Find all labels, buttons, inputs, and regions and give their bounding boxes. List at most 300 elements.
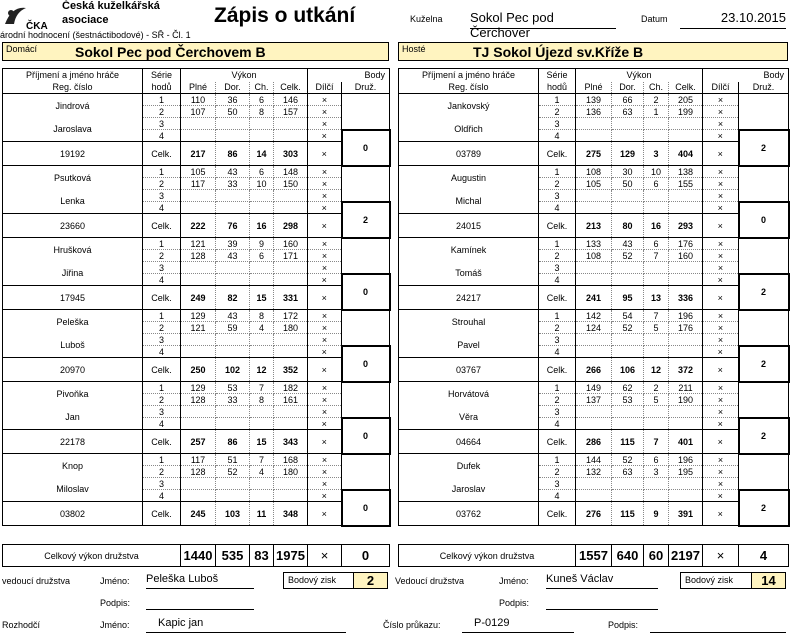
name-col-header: Příjmení a jméno hráče [3,69,143,82]
total-dor: 103 [216,502,250,526]
team-points-spacer [342,454,390,490]
series-celk [669,478,703,490]
name-col-header: Příjmení a jméno hráče [399,69,539,82]
total-dilci-cross: × [308,358,342,382]
total-dor: 76 [216,214,250,238]
series-celk: 148 [274,166,308,178]
team-points-spacer [739,94,789,130]
series-dilci-cross: × [703,346,739,358]
series-ch [250,346,274,358]
series-celk [669,406,703,418]
series-plne [576,418,612,430]
series-plne: 142 [576,310,612,322]
series-dilci-cross: × [308,310,342,322]
total-celk: 336 [669,286,703,310]
referee-podpis-label: Podpis: [608,620,639,630]
total-plne: 257 [181,430,216,454]
dor-col-header: Dor. [216,82,250,94]
series-celk: 180 [274,322,308,334]
series-ch [250,190,274,202]
series-dor: 52 [216,466,250,478]
player-firstname: Pavel [399,334,539,358]
series-ch [644,334,669,346]
series-celk: 138 [669,166,703,178]
series-number: 3 [143,190,181,202]
home-label: Domácí [6,44,38,54]
series-dor: 52 [612,250,644,262]
series-plne [576,190,612,202]
player-reg-number: 04664 [399,430,539,454]
series-plne: 108 [576,166,612,178]
plne-col-header: Plné [576,82,612,94]
series-number: 3 [143,118,181,130]
total-row-label: Celk. [539,430,576,454]
total-plne: 222 [181,214,216,238]
player-firstname: Michal [399,190,539,214]
total-ch: 16 [644,214,669,238]
total-celk: 352 [274,358,308,382]
team-points-spacer [739,238,789,274]
player-firstname: Věra [399,406,539,430]
total-dilci-cross: × [308,430,342,454]
series-dilci-cross: × [308,382,342,394]
series-plne [181,130,216,142]
player-firstname: Jaroslava [3,118,143,142]
series-plne [181,118,216,130]
series-number: 3 [539,190,576,202]
celk-col-header: Celk. [669,82,703,94]
series-ch [250,130,274,142]
org-name-line1: Česká kuželkářská [62,0,160,12]
date-field: 23.10.2015 [680,10,786,29]
series-ch [644,130,669,142]
series-number: 4 [143,418,181,430]
series-number: 2 [143,466,181,478]
series-dilci-cross: × [703,406,739,418]
series-plne: 129 [181,310,216,322]
series-dilci-cross: × [703,478,739,490]
away-bz-label: Bodový zisk [685,575,734,585]
series-celk: 211 [669,382,703,394]
total-dilci-cross: × [308,142,342,166]
series-dilci-cross: × [308,322,342,334]
series-number: 2 [143,106,181,118]
team-points-spacer [342,94,390,130]
series-number: 2 [539,106,576,118]
series-dor: 54 [612,310,644,322]
series-ch [644,262,669,274]
series-plne: 121 [181,238,216,250]
series-number: 3 [143,334,181,346]
series-celk [274,274,308,286]
referee-signature-line [650,617,786,633]
player-firstname: Luboš [3,334,143,358]
series-number: 1 [539,310,576,322]
total-dilci-cross: × [308,286,342,310]
series-ch [644,490,669,502]
total-plne: 276 [576,502,612,526]
home-team-total-label: Celkový výkon družstva [3,545,181,567]
series-number: 2 [539,466,576,478]
series-plne [181,490,216,502]
series-number: 4 [539,274,576,286]
series-ch [250,274,274,286]
series-ch: 9 [250,238,274,250]
series-plne [576,406,612,418]
total-dor: 80 [612,214,644,238]
series-dor [216,334,250,346]
home-podpis-label: Podpis: [100,598,131,608]
away-total-table [398,544,789,567]
total-plne: 249 [181,286,216,310]
series-dilci-cross: × [703,466,739,478]
series-celk [274,406,308,418]
home-signature-line [146,596,254,610]
player-reg-number: 17945 [3,286,143,310]
series-dor [612,262,644,274]
series-dor: 51 [216,454,250,466]
series-celk: 199 [669,106,703,118]
series-ch: 7 [644,310,669,322]
series-dilci-cross: × [703,310,739,322]
total-plne: 250 [181,358,216,382]
series-dor: 52 [612,454,644,466]
player-team-points: 2 [739,418,789,454]
series-ch [250,118,274,130]
series-celk: 180 [274,466,308,478]
series-dor: 66 [612,94,644,106]
series-celk [669,490,703,502]
total-row-label: Celk. [143,502,181,526]
player-reg-number: 22178 [3,430,143,454]
ch-col-header: Ch. [250,82,274,94]
total-dor: 115 [612,430,644,454]
series-celk [274,334,308,346]
total-dilci-cross: × [703,358,739,382]
player-team-points: 0 [342,346,390,382]
series-ch: 10 [250,178,274,190]
series-dor: 33 [216,178,250,190]
series-number: 3 [539,262,576,274]
series-ch: 10 [644,166,669,178]
series-ch [644,118,669,130]
series-dor [216,202,250,214]
total-dor: 86 [216,142,250,166]
series-dor: 62 [612,382,644,394]
series-ch [644,190,669,202]
series-ch: 5 [644,322,669,334]
player-surname: Peleška [3,310,143,334]
player-surname: Pivoňka [3,382,143,406]
series-col-header: Série [143,69,181,82]
series-dilci-cross: × [703,94,739,106]
series-dilci-cross: × [703,250,739,262]
series-plne: 128 [181,466,216,478]
series-celk [669,346,703,358]
venue-label: Kuželna [410,14,443,24]
player-team-points: 2 [739,274,789,310]
series-plne [181,334,216,346]
series-number: 4 [539,202,576,214]
series-dilci-cross: × [703,322,739,334]
team-points-spacer [342,238,390,274]
total-plne: 286 [576,430,612,454]
away-total-ch: 60 [644,545,669,567]
points-col-header: Body [703,69,789,82]
series-ch: 2 [644,382,669,394]
series-plne: 149 [576,382,612,394]
home-total-ch: 83 [250,545,274,567]
series-dilci-cross: × [308,178,342,190]
series-dor [612,418,644,430]
series-ch: 6 [250,94,274,106]
series-celk: 205 [669,94,703,106]
series-plne: 105 [181,166,216,178]
total-plne: 241 [576,286,612,310]
series-celk [274,478,308,490]
player-reg-number: 03762 [399,502,539,526]
series-plne: 128 [181,394,216,406]
series-dilci-cross: × [308,334,342,346]
away-total-cross: × [703,545,739,567]
away-team-name: TJ Sokol Újezd sv.Kříže B [473,44,644,60]
cka-logo [2,2,50,32]
total-celk: 293 [669,214,703,238]
series-dor [216,190,250,202]
series-plne: 144 [576,454,612,466]
series-ch [250,202,274,214]
series-ch [250,490,274,502]
series-dilci-cross: × [703,202,739,214]
series-dilci-cross: × [308,478,342,490]
player-team-points: 0 [342,130,390,166]
reg-col-header: Reg. číslo [399,82,539,94]
total-dor: 115 [612,502,644,526]
series-ch: 4 [250,322,274,334]
series-celk: 195 [669,466,703,478]
series-ch [644,478,669,490]
total-dor: 129 [612,142,644,166]
series-plne [576,478,612,490]
series-dor: 36 [216,94,250,106]
series-dilci-cross: × [308,490,342,502]
series-plne: 133 [576,238,612,250]
series-dilci-cross: × [703,454,739,466]
series-dilci-cross: × [308,190,342,202]
total-celk: 331 [274,286,308,310]
series-number: 2 [539,322,576,334]
player-surname: Knop [3,454,143,478]
series-plne: 136 [576,106,612,118]
date-label: Datum [641,14,668,24]
team-points-spacer [342,310,390,346]
series-dilci-cross: × [308,166,342,178]
away-leader-name: Kuneš Václav [546,573,658,589]
player-team-points: 0 [739,202,789,238]
series-dor: 43 [216,250,250,262]
player-reg-number: 03802 [3,502,143,526]
series-number: 4 [539,346,576,358]
total-dor: 95 [612,286,644,310]
series-dor [612,190,644,202]
series-number: 2 [539,178,576,190]
series-plne [576,262,612,274]
series-dor [612,118,644,130]
series-plne [576,274,612,286]
series-dilci-cross: × [703,166,739,178]
player-surname: Horvátová [399,382,539,406]
series-celk [274,418,308,430]
player-reg-number: 24217 [399,286,539,310]
series-dor: 52 [612,322,644,334]
series-ch: 8 [250,394,274,406]
series-number: 1 [143,310,181,322]
player-surname: Augustin [399,166,539,190]
referee-name: Kapic jan [146,617,346,633]
series-dor: 33 [216,394,250,406]
series-celk [274,262,308,274]
player-firstname: Tomáš [399,262,539,286]
series-celk: 160 [274,238,308,250]
home-score-table [2,68,391,527]
team-points-spacer [739,166,789,202]
home-team-bar [2,42,389,61]
series-celk [669,130,703,142]
home-bz-label: Bodový zisk [288,575,337,585]
away-total-celk: 2197 [669,545,703,567]
player-reg-number: 03767 [399,358,539,382]
series-celk: 161 [274,394,308,406]
series-number: 3 [143,406,181,418]
total-ch: 15 [250,286,274,310]
series-number: 3 [539,406,576,418]
away-signature-line [546,596,658,610]
series-dor [612,346,644,358]
total-dilci-cross: × [703,430,739,454]
series-dilci-cross: × [308,94,342,106]
series-dilci-cross: × [308,466,342,478]
celk-col-header: Celk. [274,82,308,94]
home-jmeno-label: Jméno: [100,576,130,586]
series-plne: 124 [576,322,612,334]
series-number: 4 [539,130,576,142]
total-dilci-cross: × [703,214,739,238]
series-ch: 6 [644,238,669,250]
total-celk: 303 [274,142,308,166]
player-surname: Strouhal [399,310,539,334]
player-firstname: Jaroslav [399,478,539,502]
total-celk: 348 [274,502,308,526]
series-ch: 1 [644,106,669,118]
series-celk: 155 [669,178,703,190]
home-total-table [2,544,390,567]
series-celk [669,190,703,202]
series-plne: 121 [181,322,216,334]
series-dor: 43 [216,310,250,322]
series-dor [612,274,644,286]
series-number: 3 [539,118,576,130]
dor-col-header: Dor. [612,82,644,94]
home-total-celk: 1975 [274,545,308,567]
series-celk [274,490,308,502]
series-col-header-2: hodů [143,82,181,94]
series-dor: 39 [216,238,250,250]
series-dor [216,478,250,490]
series-ch [250,406,274,418]
series-dor [216,262,250,274]
team-points-spacer [739,454,789,490]
org-name-line2: asociace [62,14,109,26]
series-dor [612,202,644,214]
card-label: Číslo průkazu: [383,620,441,630]
total-celk: 404 [669,142,703,166]
total-row-label: Celk. [539,142,576,166]
total-ch: 15 [250,430,274,454]
series-plne [576,334,612,346]
away-podpis-label: Podpis: [499,598,530,608]
series-celk: 196 [669,454,703,466]
player-firstname: Jan [3,406,143,430]
player-surname: Jindrová [3,94,143,118]
series-dilci-cross: × [308,406,342,418]
druz-col-header: Druž. [739,82,789,94]
total-row-label: Celk. [143,214,181,238]
team-points-spacer [342,166,390,202]
player-team-points: 0 [342,274,390,310]
series-dor: 43 [612,238,644,250]
team-points-spacer [739,382,789,418]
away-team-bar [398,42,788,61]
total-celk: 372 [669,358,703,382]
series-plne [576,490,612,502]
series-number: 1 [143,238,181,250]
home-total-points: 0 [342,545,390,567]
series-ch: 6 [250,250,274,262]
series-dor [216,418,250,430]
series-dor: 59 [216,322,250,334]
total-ch: 16 [250,214,274,238]
player-team-points: 0 [342,418,390,454]
series-celk [669,202,703,214]
series-ch: 4 [250,466,274,478]
series-ch [644,346,669,358]
series-ch [250,478,274,490]
series-col-header-2: hodů [539,82,576,94]
series-dilci-cross: × [308,238,342,250]
performance-col-header: Výkon [181,69,308,82]
series-dilci-cross: × [308,454,342,466]
total-dor: 106 [612,358,644,382]
home-total-plne: 1440 [181,545,216,567]
total-row-label: Celk. [143,358,181,382]
series-dilci-cross: × [308,202,342,214]
series-ch [250,418,274,430]
total-plne: 266 [576,358,612,382]
series-plne: 132 [576,466,612,478]
series-dor: 53 [216,382,250,394]
series-dilci-cross: × [308,346,342,358]
series-number: 4 [143,490,181,502]
series-dor: 43 [216,166,250,178]
total-dilci-cross: × [308,214,342,238]
home-leader-label: vedoucí družstva [2,576,71,586]
series-celk [669,418,703,430]
druz-col-header: Druž. [342,82,390,94]
player-reg-number: 19192 [3,142,143,166]
series-plne: 117 [181,454,216,466]
series-celk [669,334,703,346]
series-ch: 6 [250,166,274,178]
